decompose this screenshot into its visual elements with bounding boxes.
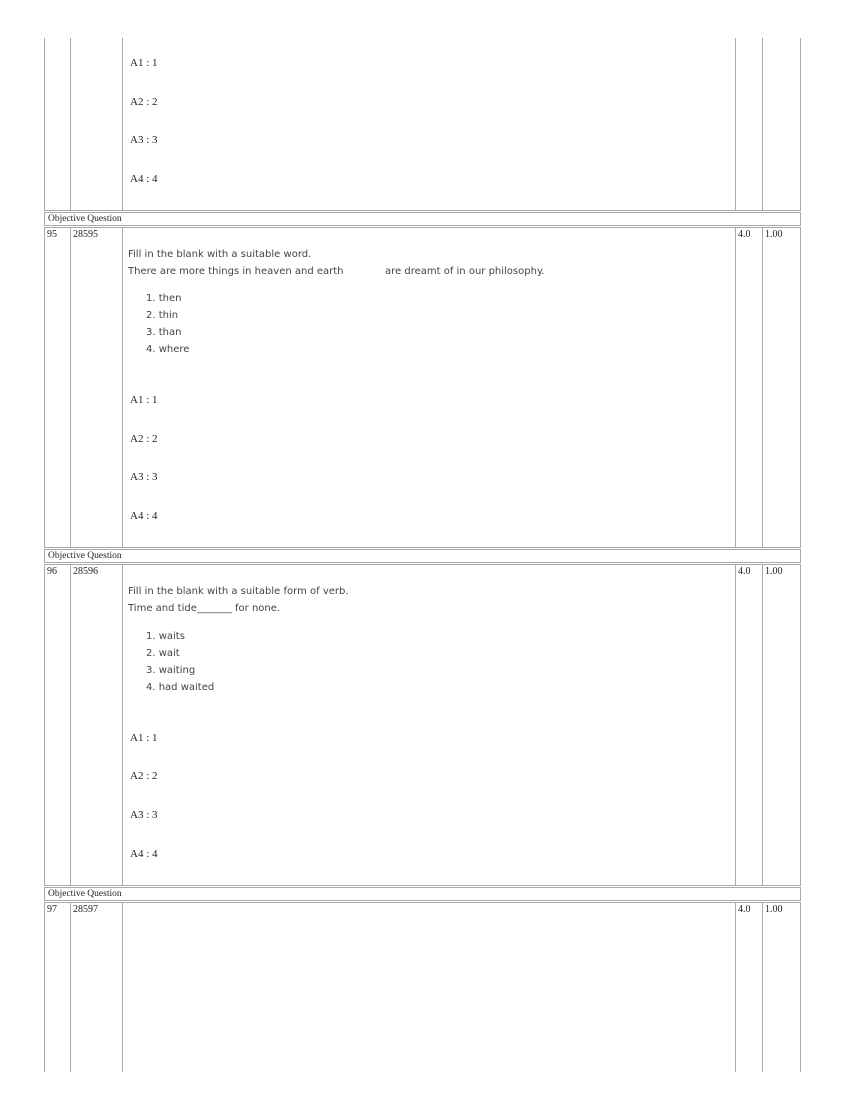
question-id: 28595 xyxy=(73,229,98,240)
question-negative-marks: 1.00 xyxy=(765,904,783,915)
answer-option: A3 : 3 xyxy=(130,471,158,483)
question-marks: 4.0 xyxy=(738,904,751,915)
question-id: 28597 xyxy=(73,904,98,915)
answer-option: A1 : 1 xyxy=(130,57,158,69)
choice-item: 1. then xyxy=(146,293,182,304)
answer-option: A1 : 1 xyxy=(130,732,158,744)
answer-option: A3 : 3 xyxy=(130,134,158,146)
question-sentence-end: are dreamt of in our philosophy. xyxy=(385,266,545,277)
question-instruction: Fill in the blank with a suitable word. xyxy=(128,249,312,260)
question-negative-marks: 1.00 xyxy=(765,566,783,577)
question-number: 96 xyxy=(47,566,57,577)
choice-item: 4. where xyxy=(146,344,190,355)
question-number: 97 xyxy=(47,904,57,915)
question-negative-marks: 1.00 xyxy=(765,229,783,240)
choice-item: 3. than xyxy=(146,327,182,338)
question-marks: 4.0 xyxy=(738,566,751,577)
choice-item: 2. wait xyxy=(146,648,180,659)
answer-option: A2 : 2 xyxy=(130,433,158,445)
question-instruction: Fill in the blank with a suitable form of verb. xyxy=(128,586,349,597)
question-id: 28596 xyxy=(73,566,98,577)
choice-item: 2. thin xyxy=(146,310,179,321)
section-header xyxy=(44,212,801,226)
question-sentence: There are more things in heaven and earth xyxy=(128,266,344,277)
question-sentence: Time and tide_______ for none. xyxy=(128,603,281,614)
answer-option: A4 : 4 xyxy=(130,848,158,860)
question-number: 95 xyxy=(47,229,57,240)
section-label: Objective Question xyxy=(48,551,122,561)
choice-item: 4. had waited xyxy=(146,682,215,693)
answer-option: A1 : 1 xyxy=(130,394,158,406)
answer-option: A2 : 2 xyxy=(130,770,158,782)
section-label: Objective Question xyxy=(48,214,122,224)
choice-item: 1. waits xyxy=(146,631,185,642)
question-marks: 4.0 xyxy=(738,229,751,240)
section-label: Objective Question xyxy=(48,889,122,899)
answer-option: A4 : 4 xyxy=(130,510,158,522)
answer-option: A4 : 4 xyxy=(130,173,158,185)
choice-item: 3. waiting xyxy=(146,665,196,676)
section-header xyxy=(44,549,801,563)
section-header xyxy=(44,887,801,901)
answer-option: A3 : 3 xyxy=(130,809,158,821)
answer-option: A2 : 2 xyxy=(130,96,158,108)
